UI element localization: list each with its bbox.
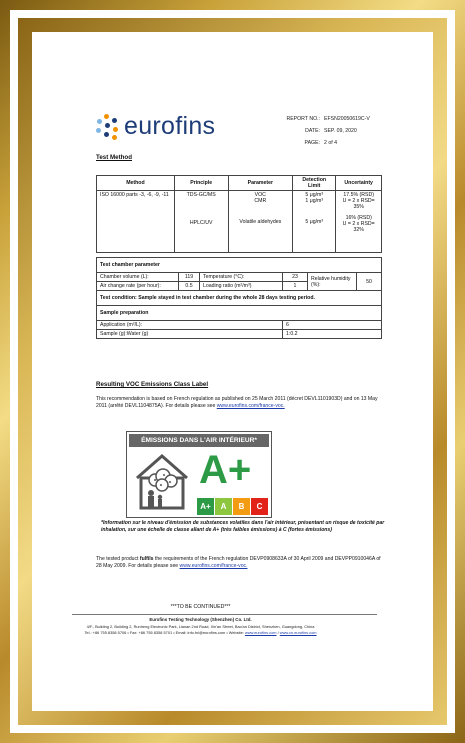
uncertainty-1b: U = 2 x RSD= [342, 198, 375, 204]
uncertainty-2c: 32% [353, 227, 364, 233]
france-voc-link[interactable]: www.eurofins.com/france-voc. [216, 403, 285, 409]
france-voc-link-2[interactable]: www.eurofins.com/france-voc. [179, 563, 248, 569]
uncertainty-cell [336, 191, 382, 253]
limit-cell [293, 191, 336, 253]
chamber-title: Test chamber parameter [97, 258, 382, 273]
resulting-text: This recommendation is based on French regulation as published on 25 March 2011 (décret DEVL1101903D) and on 13 May 2011 (arrêté DEVL1104875A). For details please see [96, 396, 378, 409]
report-no: EFSN20050619C-V [324, 116, 370, 122]
humidity-label: Relative humidity (%): [308, 273, 357, 291]
continued-marker: ***TO BE CONTINUED*** [170, 604, 231, 610]
air-label: Air change rate (per hour): [97, 282, 179, 291]
uncertainty-2: 16% (RSD) [345, 215, 372, 221]
param-cmr: CMR [254, 198, 267, 204]
volume-value: 119 [179, 273, 200, 282]
air-value: 0.5 [179, 282, 200, 291]
prep-title: Sample preparation [97, 306, 382, 321]
footer-address: 4/F., Building 2, Building 2, Runheng Electronic Park, Lianan 2nd Road, Xin'an Street, Bao'an District, Shenzhen, Guangdong, China [86, 624, 315, 629]
resulting-title: Resulting VOC Emissions Class Label [96, 381, 209, 388]
report-info [285, 113, 370, 149]
grade-scale [197, 498, 269, 515]
uncertainty-1: 17.5% (RSD) [343, 192, 374, 198]
label-header: ÉMISSIONS DANS L'AIR INTÉRIEUR* [129, 434, 269, 447]
table-row [97, 330, 382, 339]
sample-value: 1:0.2 [283, 330, 382, 339]
table-row [97, 191, 382, 253]
temp-value: 23 [283, 273, 308, 282]
loading-value: 1 [283, 282, 308, 291]
date-label: DATE: [305, 128, 320, 134]
table-row [97, 321, 382, 330]
volume-label: Chamber volume (L): [97, 273, 179, 282]
col-detection-limit: Detection Limit [293, 176, 336, 191]
col-principle: Principle [174, 176, 228, 191]
fulfils-pre: The tested product [96, 556, 140, 562]
humidity-value: 50 [357, 273, 382, 291]
table-header-row [97, 176, 382, 191]
resulting-paragraph [96, 396, 386, 410]
eurofins-logo [94, 112, 215, 141]
grade-box-c: C [251, 498, 268, 515]
footer-company: Eurofins Testing Technology (Shenzhen) Co. Ltd. [149, 617, 252, 622]
temp-label: Temperature (°C): [200, 273, 283, 282]
chamber-table [96, 257, 382, 339]
footer-cn-website-link[interactable]: www.cn.eurofins.com [279, 630, 317, 635]
limit-aldehydes: 5 μg/m³ [305, 219, 324, 225]
col-method: Method [97, 176, 175, 191]
application-value: 6 [283, 321, 382, 330]
grade-box-a: A [215, 498, 232, 515]
report-date: SEP. 09, 2020 [324, 128, 357, 134]
footer-website-link[interactable]: www.eurofins.com [244, 630, 277, 635]
param-voc: VOC [254, 192, 266, 198]
page-label: PAGE: [304, 140, 320, 146]
parameter-cell [228, 191, 293, 253]
uncertainty-1c: 35% [353, 204, 364, 210]
footer-contact-text: Tel.: +86 755 8358 5706 • Fax: +86 755 8358 5701 • Email: info.fnl@eurofins.com • Website: [84, 630, 244, 635]
footer-divider [72, 614, 377, 615]
principle-2: HPLC/UV [189, 220, 213, 226]
grade-a-plus: A+ [199, 448, 252, 492]
principle-cell [174, 191, 228, 253]
method-cell: ISO 16000 parts -3, -6, -9, -11 [97, 191, 175, 253]
grade-box-a-plus: A+ [197, 498, 214, 515]
table-row [97, 273, 382, 282]
label-footnote: *Information sur le niveau d'émission de substances volatiles dans l'air intérieur, présentant un risque de toxicité par inhalation, sur une échelle de classe allant de A+ (très faibles émissions) à C (fortes émissions) [101, 520, 385, 533]
house-icon [133, 452, 191, 512]
fulfils-bold: fulfils [139, 556, 154, 562]
test-method-title: Test Method [96, 154, 132, 161]
test-condition: Test condition: Sample stayed in test chamber during the whole 28 days testing period. [97, 291, 382, 306]
loading-label: Loading ratio (m²/m³) [200, 282, 283, 291]
principle-1: TDS-GC/MS [186, 192, 216, 198]
limit-cmr: 1 μg/m³ [305, 198, 324, 204]
test-method-table [96, 175, 382, 253]
param-aldehydes: Volatile aldehydes [239, 219, 282, 225]
grade-box-b: B [233, 498, 250, 515]
uncertainty-2b: U = 2 x RSD= [342, 221, 375, 227]
limit-voc: 5 μg/m³ [305, 192, 324, 198]
logo-dots-icon [94, 114, 120, 140]
col-parameter: Parameter [228, 176, 293, 191]
application-label: Application (m²/L): [97, 321, 283, 330]
fulfils-paragraph [96, 556, 386, 570]
voc-class-label [126, 431, 272, 518]
col-uncertainty: Uncertainty [336, 176, 382, 191]
logo-wordmark: eurofins [124, 112, 216, 140]
fulfils-post: the requirements of the French regulation DEVP0908633A of 30 April 2009 and DEVPP0910046A of 28 May 2009. For details please see [96, 556, 381, 569]
footer-contact: Tel.: +86 755 8358 5706 • Fax: +86 755 8358 5701 • Email: info.fnl@eurofins.com • Website: www.eurofins.com / www.cn.eurofins.com [84, 630, 317, 635]
report-no-label: REPORT NO.: [286, 116, 320, 122]
sample-label: Sample (g):Water (g) [97, 330, 283, 339]
page-number: 2 of 4 [324, 140, 337, 146]
